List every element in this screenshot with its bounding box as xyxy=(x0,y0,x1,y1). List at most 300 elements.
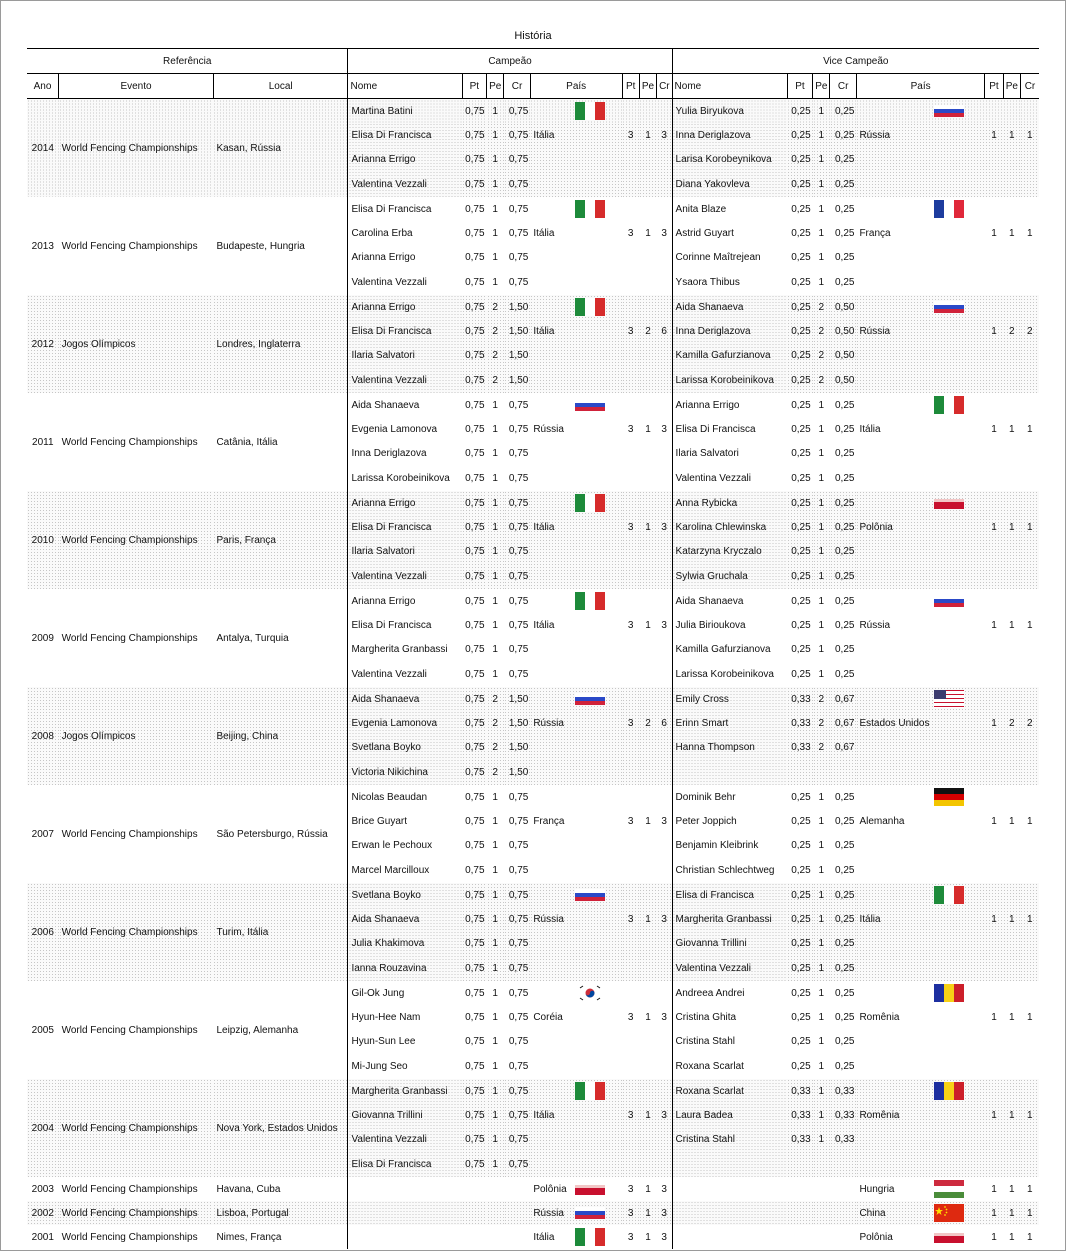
champion-athlete-pt: 0,75 xyxy=(462,171,486,197)
runner-up-country-flag-cell xyxy=(856,981,984,1005)
group-referencia: Referência xyxy=(27,49,348,74)
empty-cell xyxy=(622,245,639,269)
year-cell: 2007 xyxy=(31,828,54,840)
table-row xyxy=(27,785,1039,809)
champion-athlete-pe: 1 xyxy=(492,1011,498,1023)
champion-athlete-pt: 0,75 xyxy=(465,447,485,459)
empty-cell xyxy=(1020,981,1039,1005)
champion-athlete-pe: 1 xyxy=(492,791,498,803)
table-row xyxy=(27,1177,1039,1201)
header-cr: Cr xyxy=(657,74,672,99)
champion-athlete-pe: 1 xyxy=(492,839,498,851)
runner-up-country-pt: 1 xyxy=(985,515,1003,539)
empty-cell xyxy=(639,563,656,589)
champion-athlete-pt: 0,75 xyxy=(465,276,485,288)
empty-cell xyxy=(856,367,984,393)
table-row xyxy=(27,589,1039,613)
empty-cell xyxy=(1020,99,1039,124)
empty-cell xyxy=(530,1053,622,1079)
runner-up-athlete-pe: 1 xyxy=(813,491,830,515)
empty-cell xyxy=(657,539,672,563)
empty-cell xyxy=(622,563,639,589)
empty-cell xyxy=(530,661,622,687)
runner-up-country-pt: 1 xyxy=(991,423,997,435)
empty-cell xyxy=(1020,857,1039,883)
empty-cell xyxy=(985,343,1003,367)
runner-up-country-name: Polônia xyxy=(856,515,984,539)
runner-up-athlete-pe: 1 xyxy=(818,815,825,827)
runner-up-athlete-pt: 0,25 xyxy=(791,643,811,655)
runner-up-country-cell xyxy=(856,1177,984,1201)
champion-athlete-cr: 0,75 xyxy=(504,883,530,907)
champion-athlete-pt: 0,75 xyxy=(462,563,486,589)
champion-athlete-name: Elisa Di Francisca xyxy=(348,613,462,637)
champion-athlete-cr: 0,75 xyxy=(504,1127,530,1151)
year-cell: 2006 xyxy=(27,883,59,981)
empty-cell xyxy=(985,785,1003,809)
runner-up-country-name: França xyxy=(859,227,891,239)
event-name-cell: World Fencing Championships xyxy=(59,491,214,589)
runner-up-country-pe: 1 xyxy=(1003,907,1020,931)
runner-up-athlete-pe: 1 xyxy=(813,171,830,197)
event-name-cell: Jogos Olímpicos xyxy=(59,687,214,785)
empty-cell xyxy=(1003,269,1020,295)
empty-cell xyxy=(639,393,656,417)
runner-up-country-pt: 1 xyxy=(985,1201,1003,1225)
runner-up-country-flag-cell xyxy=(856,393,984,417)
champion-athlete-cr: 0,75 xyxy=(508,987,529,999)
runner-up-athlete-name xyxy=(672,1151,787,1177)
champion-country-flag-cell xyxy=(530,393,622,417)
runner-up-athlete-cr xyxy=(830,759,856,785)
empty-cell xyxy=(1003,147,1020,171)
empty-cell xyxy=(657,269,672,295)
runner-up-athlete-pt: 0,25 xyxy=(791,815,811,827)
empty-cell xyxy=(657,981,672,1005)
empty-cell xyxy=(1020,539,1039,563)
runner-up-athlete-name: Sylwia Gruchala xyxy=(672,563,787,589)
runner-up-athlete-cr: 0,25 xyxy=(834,227,855,239)
empty-cell xyxy=(1003,171,1020,197)
empty-cell xyxy=(639,197,656,221)
header-ano: Ano xyxy=(27,74,59,99)
empty-cell xyxy=(639,1053,656,1079)
runner-up-athlete-pe: 2 xyxy=(813,343,830,367)
empty-cell xyxy=(622,833,639,857)
empty-cell xyxy=(985,981,1003,1005)
runner-up-country-cr: 1 xyxy=(1026,227,1033,239)
empty-cell xyxy=(1020,563,1039,589)
event-group-2014 xyxy=(27,99,1039,198)
empty-cell xyxy=(1020,589,1039,613)
runner-up-athlete-name: Emily Cross xyxy=(672,687,787,711)
champion-athlete-pt: 0,75 xyxy=(465,472,485,484)
runner-up-athlete-pt: 0,25 xyxy=(787,515,812,539)
champion-country-flag-cell xyxy=(530,1079,622,1103)
runner-up-athlete-name: Anita Blaze xyxy=(672,197,787,221)
champion-country-pe: 1 xyxy=(645,1011,651,1023)
empty-cell xyxy=(787,1201,812,1225)
runner-up-country-cr: 1 xyxy=(1026,619,1033,631)
location-cell: Nova York, Estados Unidos xyxy=(213,1079,348,1177)
champion-athlete-cr: 0,75 xyxy=(504,123,530,147)
champion-athlete-pt: 0,75 xyxy=(465,1035,485,1047)
runner-up-athlete-pt: 0,33 xyxy=(787,1079,812,1103)
runner-up-athlete-name: Elisa di Francisca xyxy=(672,883,787,907)
champion-athlete-pe: 1 xyxy=(487,931,504,955)
runner-up-athlete-name: Cristina Stahl xyxy=(672,1029,787,1053)
runner-up-athlete-pt: 0,25 xyxy=(791,1060,811,1072)
runner-up-athlete-name: Erinn Smart xyxy=(672,711,787,735)
champion-athlete-pt: 0,75 xyxy=(465,399,485,411)
runner-up-athlete-pe: 1 xyxy=(818,399,825,411)
empty-cell xyxy=(530,539,622,563)
header-local: Local xyxy=(213,74,348,99)
event-name-cell: World Fencing Championships xyxy=(59,99,214,198)
champion-athlete-pe: 1 xyxy=(487,1103,504,1127)
champion-athlete-cr: 0,75 xyxy=(504,931,530,955)
empty-cell xyxy=(856,539,984,563)
champion-athlete-pe: 1 xyxy=(492,668,498,680)
runner-up-country-pe: 1 xyxy=(1003,123,1020,147)
empty-cell xyxy=(622,759,639,785)
runner-up-athlete-cr: 0,25 xyxy=(830,563,856,589)
empty-cell xyxy=(657,589,672,613)
runner-up-athlete-cr: 0,50 xyxy=(830,319,856,343)
champion-country-pt: 3 xyxy=(622,515,639,539)
champion-athlete-pt: 0,75 xyxy=(465,1060,485,1072)
empty-cell xyxy=(639,171,656,197)
champion-athlete-pe: 1 xyxy=(487,491,504,515)
runner-up-athlete-pe: 1 xyxy=(813,515,830,539)
champion-athlete-name: Evgenia Lamonova xyxy=(348,417,462,441)
champion-athlete-cr: 0,75 xyxy=(504,1079,530,1103)
runner-up-athlete-pt: 0,25 xyxy=(791,668,811,680)
champion-athlete-pe: 1 xyxy=(492,815,498,827)
runner-up-athlete-name: Ysaora Thibus xyxy=(672,269,787,295)
runner-up-athlete-name: Dominik Behr xyxy=(672,785,787,809)
runner-up-athlete-pt: 0,33 xyxy=(787,1103,812,1127)
champion-athlete-name: Inna Deriglazova xyxy=(348,441,462,465)
runner-up-country-pt: 1 xyxy=(991,1231,997,1243)
empty-cell xyxy=(622,269,639,295)
runner-up-athlete-pt: 0,25 xyxy=(791,1035,811,1047)
champion-country-flag-cell xyxy=(530,99,622,124)
location-cell: Kasan, Rússia xyxy=(213,99,348,198)
runner-up-athlete-pt xyxy=(787,1151,812,1177)
champion-country-cr: 3 xyxy=(657,1103,672,1127)
champion-country-pt: 3 xyxy=(622,1201,639,1225)
runner-up-athlete-pe: 2 xyxy=(813,367,830,393)
champion-athlete-cr: 0,75 xyxy=(504,955,530,981)
runner-up-athlete-pe xyxy=(813,1151,830,1177)
champion-country-name: Coréia xyxy=(533,1011,563,1023)
empty-cell xyxy=(622,785,639,809)
empty-cell xyxy=(530,759,622,785)
champion-country-pt: 3 xyxy=(622,123,639,147)
empty-cell xyxy=(657,343,672,367)
empty-cell xyxy=(856,661,984,687)
champion-athlete-pt: 0,75 xyxy=(465,595,485,607)
year-cell: 2001 xyxy=(31,1231,54,1243)
empty-cell xyxy=(1020,1053,1039,1079)
runner-up-country-pt: 1 xyxy=(991,227,997,239)
year-cell: 2013 xyxy=(31,240,54,252)
champion-athlete-name: Svetlana Boyko xyxy=(348,883,462,907)
runner-up-country-cr: 2 xyxy=(1020,711,1039,735)
champion-athlete-name: Arianna Errigo xyxy=(348,295,462,319)
year-cell: 2010 xyxy=(27,491,59,589)
empty-cell xyxy=(1003,491,1020,515)
empty-cell xyxy=(530,857,622,883)
empty-cell xyxy=(672,1177,787,1201)
runner-up-athlete-name: Kamilla Gafurzianova xyxy=(672,637,787,661)
empty-cell xyxy=(1003,589,1020,613)
champion-athlete-cr: 0,75 xyxy=(504,1151,530,1177)
runner-up-athlete-cr: 0,25 xyxy=(834,619,855,631)
empty-cell xyxy=(856,833,984,857)
location-cell: Beijing, China xyxy=(213,687,348,785)
empty-cell xyxy=(639,269,656,295)
empty-cell xyxy=(639,883,656,907)
runner-up-athlete-pt: 0,25 xyxy=(791,864,811,876)
empty-cell xyxy=(487,1225,504,1249)
empty-cell xyxy=(672,1201,787,1225)
champion-athlete-pe: 1 xyxy=(492,227,498,239)
runner-up-athlete-cr: 0,25 xyxy=(830,883,856,907)
champion-athlete-cr: 0,75 xyxy=(508,815,529,827)
empty-cell xyxy=(657,1151,672,1177)
runner-up-athlete-pe: 1 xyxy=(813,883,830,907)
empty-cell xyxy=(530,563,622,589)
empty-cell xyxy=(985,955,1003,981)
runner-up-athlete-cr: 0,25 xyxy=(830,515,856,539)
empty-cell xyxy=(530,465,622,491)
runner-up-athlete-cr: 0,33 xyxy=(830,1127,856,1151)
runner-up-athlete-name: Valentina Vezzali xyxy=(672,465,787,491)
empty-cell xyxy=(530,245,622,269)
event-group-2001 xyxy=(27,1225,1039,1249)
champion-athlete-pt: 0,75 xyxy=(462,759,486,785)
empty-cell xyxy=(622,197,639,221)
champion-country-cr: 3 xyxy=(657,1201,672,1225)
empty-cell xyxy=(504,1177,530,1201)
champion-athlete-name: Ianna Rouzavina xyxy=(348,955,462,981)
empty-cell xyxy=(985,99,1003,124)
table-row xyxy=(27,393,1039,417)
runner-up-athlete-name: Ilaria Salvatori xyxy=(672,441,787,465)
location-cell: Leipzig, Alemanha xyxy=(216,1024,299,1036)
runner-up-athlete-cr: 0,67 xyxy=(830,687,856,711)
empty-cell xyxy=(1003,857,1020,883)
empty-cell xyxy=(639,759,656,785)
empty-cell xyxy=(487,1177,504,1201)
champion-athlete-pe: 2 xyxy=(487,735,504,759)
empty-cell xyxy=(657,295,672,319)
empty-cell xyxy=(639,441,656,465)
empty-cell xyxy=(530,147,622,171)
runner-up-athlete-pe: 2 xyxy=(813,319,830,343)
champion-athlete-name: Larissa Korobeinikova xyxy=(348,465,462,491)
champion-country-name: Polônia xyxy=(533,1183,567,1195)
runner-up-athlete-name: Arianna Errigo xyxy=(672,393,787,417)
champion-athlete-pe: 1 xyxy=(487,99,504,124)
empty-cell xyxy=(856,343,984,367)
header-evento: Evento xyxy=(59,74,214,99)
event-name-cell: World Fencing Championships xyxy=(61,1024,198,1036)
champion-athlete-pe: 1 xyxy=(492,447,498,459)
champion-athlete-cr: 0,75 xyxy=(508,619,529,631)
empty-cell xyxy=(622,1079,639,1103)
event-name-cell: World Fencing Championships xyxy=(59,1201,214,1225)
empty-cell xyxy=(985,759,1003,785)
header-nome: Nome xyxy=(348,74,462,99)
runner-up-country-flag-cell xyxy=(856,1079,984,1103)
champion-athlete-pt: 0,75 xyxy=(465,643,485,655)
champion-athlete-pt: 0,75 xyxy=(462,931,486,955)
champion-athlete-pt: 0,75 xyxy=(462,99,486,124)
empty-cell xyxy=(622,99,639,124)
runner-up-athlete-pt: 0,25 xyxy=(787,99,812,124)
champion-athlete-name: Arianna Errigo xyxy=(348,147,462,171)
empty-cell xyxy=(1020,955,1039,981)
champion-country-pe: 1 xyxy=(645,815,651,827)
runner-up-athlete-cr: 0,25 xyxy=(834,791,855,803)
empty-cell xyxy=(657,441,672,465)
empty-cell xyxy=(639,295,656,319)
empty-cell xyxy=(1003,931,1020,955)
runner-up-athlete-pt: 0,25 xyxy=(787,883,812,907)
empty-cell xyxy=(856,931,984,955)
runner-up-country-pt: 1 xyxy=(985,123,1003,147)
empty-cell xyxy=(1020,785,1039,809)
empty-cell xyxy=(985,883,1003,907)
champion-athlete-pe: 1 xyxy=(492,276,498,288)
location-cell: Antalya, Turquia xyxy=(216,632,289,644)
empty-cell xyxy=(985,491,1003,515)
empty-cell xyxy=(657,1127,672,1151)
champion-athlete-name: Victoria Nikichina xyxy=(348,759,462,785)
champion-athlete-pe: 1 xyxy=(487,563,504,589)
champion-athlete-name: Erwan le Pechoux xyxy=(348,833,462,857)
empty-cell xyxy=(856,1127,984,1151)
runner-up-athlete-name: Andreea Andrei xyxy=(672,981,787,1005)
empty-cell xyxy=(985,295,1003,319)
champion-athlete-pt: 0,75 xyxy=(465,864,485,876)
champion-athlete-pt: 0,75 xyxy=(462,123,486,147)
empty-cell xyxy=(985,661,1003,687)
empty-cell xyxy=(1003,563,1020,589)
champion-athlete-pt: 0,75 xyxy=(462,319,486,343)
champion-athlete-name: Valentina Vezzali xyxy=(348,1127,462,1151)
champion-country-cr: 3 xyxy=(661,227,667,239)
runner-up-athlete-pe: 1 xyxy=(813,1103,830,1127)
empty-cell xyxy=(1003,441,1020,465)
empty-cell xyxy=(1020,931,1039,955)
runner-up-athlete-cr: 0,25 xyxy=(834,839,855,851)
empty-cell xyxy=(1003,735,1020,759)
champion-country-pe: 1 xyxy=(639,1201,656,1225)
empty-cell xyxy=(1003,1053,1020,1079)
champion-country-cell xyxy=(530,1225,622,1249)
empty-cell xyxy=(639,1127,656,1151)
champion-athlete-cr: 0,75 xyxy=(508,1035,529,1047)
header-pe: Pe xyxy=(1003,74,1020,99)
table-row xyxy=(27,1225,1039,1249)
runner-up-athlete-pt: 0,25 xyxy=(791,839,811,851)
champion-country-pt: 3 xyxy=(627,1183,634,1195)
empty-cell xyxy=(1003,955,1020,981)
runner-up-athlete-name: Larissa Korobeinikova xyxy=(672,661,787,687)
champion-athlete-name: Margherita Granbassi xyxy=(348,637,462,661)
empty-cell xyxy=(622,981,639,1005)
champion-athlete-cr: 1,50 xyxy=(504,759,530,785)
champion-athlete-name: Valentina Vezzali xyxy=(348,563,462,589)
champion-country-name: Itália xyxy=(530,1103,622,1127)
champion-country-cr: 6 xyxy=(657,711,672,735)
empty-cell xyxy=(639,637,656,661)
champion-athlete-pe: 1 xyxy=(487,1079,504,1103)
champion-country-flag-cell xyxy=(530,295,622,319)
empty-cell xyxy=(1003,393,1020,417)
empty-cell xyxy=(1020,1151,1039,1177)
runner-up-country-flag-cell xyxy=(856,197,984,221)
runner-up-athlete-cr: 0,25 xyxy=(834,1011,855,1023)
empty-cell xyxy=(1003,883,1020,907)
runner-up-athlete-pe: 1 xyxy=(818,203,825,215)
empty-cell xyxy=(985,465,1003,491)
empty-cell xyxy=(1020,687,1039,711)
year-cell: 2004 xyxy=(27,1079,59,1177)
runner-up-athlete-name: Aida Shanaeva xyxy=(672,295,787,319)
empty-cell xyxy=(856,147,984,171)
champion-country-cr: 3 xyxy=(657,907,672,931)
table-row xyxy=(27,1079,1039,1103)
champion-athlete-name: Giovanna Trillini xyxy=(348,1103,462,1127)
runner-up-athlete-pt: 0,25 xyxy=(791,203,811,215)
runner-up-athlete-pe: 1 xyxy=(818,276,825,288)
champion-athlete-pt: 0,75 xyxy=(465,668,485,680)
champion-athlete-cr: 0,75 xyxy=(508,251,529,263)
runner-up-athlete-pt xyxy=(787,759,812,785)
champion-country-name: Rússia xyxy=(530,907,622,931)
empty-cell xyxy=(985,1127,1003,1151)
empty-cell xyxy=(657,99,672,124)
empty-cell xyxy=(1003,295,1020,319)
empty-cell xyxy=(1003,197,1020,221)
empty-cell xyxy=(1003,1151,1020,1177)
champion-athlete-pe: 1 xyxy=(492,987,498,999)
empty-cell xyxy=(1003,981,1020,1005)
header-pt: Pt xyxy=(985,74,1003,99)
runner-up-country-name: Romênia xyxy=(859,1011,900,1023)
runner-up-athlete-pt: 0,25 xyxy=(787,147,812,171)
champion-athlete-pe: 2 xyxy=(487,343,504,367)
runner-up-athlete-pe: 1 xyxy=(813,1079,830,1103)
champion-athlete-name: Elisa Di Francisca xyxy=(348,1151,462,1177)
champion-athlete-name: Julia Khakimova xyxy=(348,931,462,955)
empty-cell xyxy=(985,393,1003,417)
runner-up-athlete-pt: 0,25 xyxy=(791,399,811,411)
empty-cell xyxy=(639,1151,656,1177)
runner-up-country-pe: 1 xyxy=(1009,423,1015,435)
empty-cell xyxy=(622,955,639,981)
location-cell: São Petersburgo, Rússia xyxy=(216,828,328,840)
champion-athlete-cr: 0,75 xyxy=(504,99,530,124)
champion-athlete-pe: 1 xyxy=(492,423,498,435)
runner-up-athlete-name: Diana Yakovleva xyxy=(672,171,787,197)
champion-athlete-pe: 1 xyxy=(492,1035,498,1047)
